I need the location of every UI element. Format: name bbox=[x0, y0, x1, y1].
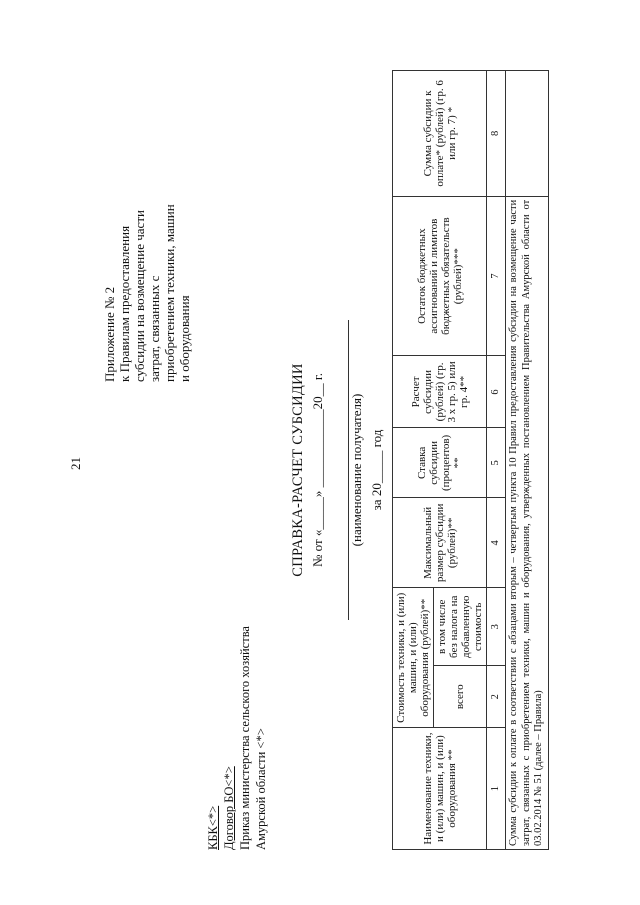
order-line: Приказ министерства сельского хозяйства bbox=[238, 626, 252, 850]
column-number: 2 bbox=[487, 666, 506, 728]
note-text: Сумма субсидии к оплате в соответствии с абзацами вторым – четвертым пункта 10 Правил предоставления субсидии на возмещение части затрат, связанных с приобретением техники, машин и оборудования, утвержденных постановлением Правительства Амурской области от 03.02.2014 № 51 (далее – Правила) bbox=[506, 196, 549, 849]
number-date-line: № от «_____» ____________20__ г. bbox=[310, 372, 325, 568]
period-line: за 20_____ год bbox=[369, 429, 384, 511]
order-line: Амурской области <*> bbox=[254, 728, 268, 850]
column-number: 1 bbox=[487, 728, 506, 850]
appendix-line: затрат, связанных с bbox=[147, 275, 162, 382]
header-cell: всего bbox=[434, 666, 487, 728]
subsidy-calculation-table bbox=[392, 70, 549, 850]
document-title: СПРАВКА-РАСЧЕТ СУБСИДИИ bbox=[290, 363, 306, 577]
title-block bbox=[290, 240, 385, 700]
recipient-blank-line bbox=[336, 320, 349, 620]
column-number: 4 bbox=[487, 498, 506, 588]
appendix-line: к Правилам предоставления bbox=[117, 225, 132, 382]
header-cell: Наименование техники, и (или) машин, и (или) оборудования ** bbox=[393, 728, 487, 850]
column-number: 5 bbox=[487, 428, 506, 498]
rotated-document-sheet bbox=[68, 70, 580, 850]
header-cell: Сумма субсидии к оплате* (рублей) (гр. 6 или гр. 7) * bbox=[393, 71, 487, 197]
header-cell: Расчет субсидии (рублей) (гр. 3 х гр. 5) или гр. 4** bbox=[393, 356, 487, 428]
appendix-reference bbox=[102, 82, 192, 382]
appendix-line: приобретением техники, машин bbox=[162, 204, 177, 382]
header-cell: Ставка субсидии (процентов) ** bbox=[393, 428, 487, 498]
note-value-cell bbox=[506, 71, 549, 197]
table-header-row bbox=[393, 71, 434, 850]
document-header-left bbox=[205, 626, 269, 850]
page-number: 21 bbox=[68, 457, 83, 470]
header-cell: Стоимость техники, и (или) машин, и (или) оборудования (рублей)** bbox=[393, 588, 434, 728]
contract-field: Договор БО<*> bbox=[222, 766, 236, 850]
appendix-line: и оборудования bbox=[177, 295, 192, 382]
column-number: 8 bbox=[487, 71, 506, 197]
column-number: 7 bbox=[487, 196, 506, 356]
appendix-line: Приложение № 2 bbox=[102, 286, 117, 382]
header-cell: в том числе без налога на добавленную стоимость bbox=[434, 588, 487, 666]
header-cell: Остаток бюджетных ассигнований и лимитов бюджетных обязательств (рублей)*** bbox=[393, 196, 487, 356]
column-number: 6 bbox=[487, 356, 506, 428]
kbk-field: КБК<*> bbox=[206, 805, 220, 850]
note-row bbox=[506, 71, 549, 850]
column-number: 3 bbox=[487, 588, 506, 666]
column-number-row bbox=[487, 71, 506, 850]
header-cell: Максимальный размер субсидии (рублей)** bbox=[393, 498, 487, 588]
recipient-label: (наименование получателя) bbox=[349, 393, 364, 547]
appendix-line: субсидии на возмещение части bbox=[132, 210, 147, 382]
